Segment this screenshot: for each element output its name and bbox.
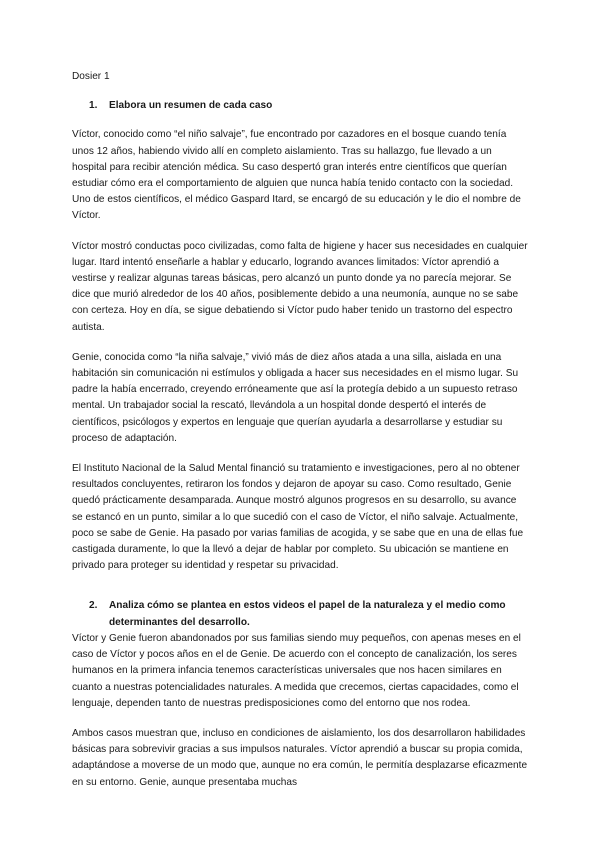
section-1-number: 1. [89,100,98,112]
paragraph: Víctor y Genie fueron abandonados por sus familias siendo muy pequeños, con apenas meses en el caso de Víctor y pocos años en el de Genie. De acuerdo con el concepto de canalización, los seres humanos en la primera infancia tenemos características universales que nos hacen similares en cuanto a nuestras potencialidades naturales. A medida que crecemos, ciertas capacidades, como el lenguaje, dependen tanto de nuestras predisposiciones como del entorno que nos rodea. [72,632,521,709]
paragraph: Víctor mostró conductas poco civilizadas, como falta de higiene y hacer sus necesidades en cualquier lugar. Itard intentó enseñarle a hablar y educarlo, logrando avances limitados: Víctor aprendió a vestirse y realizar algunas tareas básicas, pero alcanzó un punto donde ya no parecía mejorar. Se dice que murió alrededor de los 40 años, posiblemente debido a una neumonía, aunque no se sabe con certeza. Hoy en día, se sigue debatiendo si Víctor pudo haber tenido un trastorno del espectro autista. [72,240,528,333]
paragraph: El Instituto Nacional de la Salud Mental financió su tratamiento e investigaciones, pero al no obtener resultados concluyentes, retiraron los fondos y dejaron de apoyar su caso. Como resultado, Genie quedó prácticamente desamparada. Aunque mostró algunos progresos en su desarrollo, su avance se estancó en un punto, similar a lo que sucedió con el caso de Víctor, el niño salvaje. Actualmente, poco se sabe de Genie. Ha pasado por varias familias de acogida, y se sabe que en una de ellas fue castigada duramente, lo que la llevó a dejar de hablar por completo. Su ubicación se mantiene en privado para proteger su identidad y respetar su privacidad. [72,463,524,572]
section-2-heading-text: Analiza cómo se plantea en estos videos el papel de la naturaleza y el medio como determinantes del desarrollo. [109,600,506,628]
paragraph: Ambos casos muestran que, incluso en condiciones de aislamiento, los dos desarrollaron habilidades básicas para sobrevivir gracias a sus impulsos naturales. Víctor aprendió a buscar su propia comida, adaptándose a moverse de un modo que, aunque no era común, le permitía desplazarse eficazmente en su entorno. Genie, aunque presentaba muchas [72,727,528,788]
document-title: Dosier 1 [72,71,110,82]
section-1-heading [72,98,528,114]
paragraph: Víctor, conocido como “el niño salvaje”, fue encontrado por cazadores en el bosque cuando tenía unos 12 años, habiendo vivido allí en completo aislamiento. Tras su hallazgo, fue llevado a un hospital para recibir atención médica. Su caso despertó gran interés entre científicos que querían estudiar cómo era el comportamiento de alguien que nunca había tenido contacto con la sociedad. Uno de estos científicos, el médico Gaspard Itard, se encargó de su educación y le dio el nombre de Víctor. [72,129,521,222]
paragraph: Genie, conocida como “la niña salvaje,” vivió más de diez años atada a una silla, aislada en una habitación sin comunicación ni estímulos y obligada a hacer sus necesidades en el mismo lugar. Su padre la había encerrado, creyendo erróneamente que así la protegía debido a un supuesto retraso mental. Un trabajador social la rescató, llevándola a un hospital donde despertó el interés de científicos, psicólogos y expertos en lenguaje que querían ayudarla a desarrollarse y estudiar su proceso de adaptación. [72,351,519,444]
section-2-heading [72,598,528,630]
section-2-number: 2. [89,600,98,612]
section-1-heading-text: Elabora un resumen de cada caso [109,100,273,112]
